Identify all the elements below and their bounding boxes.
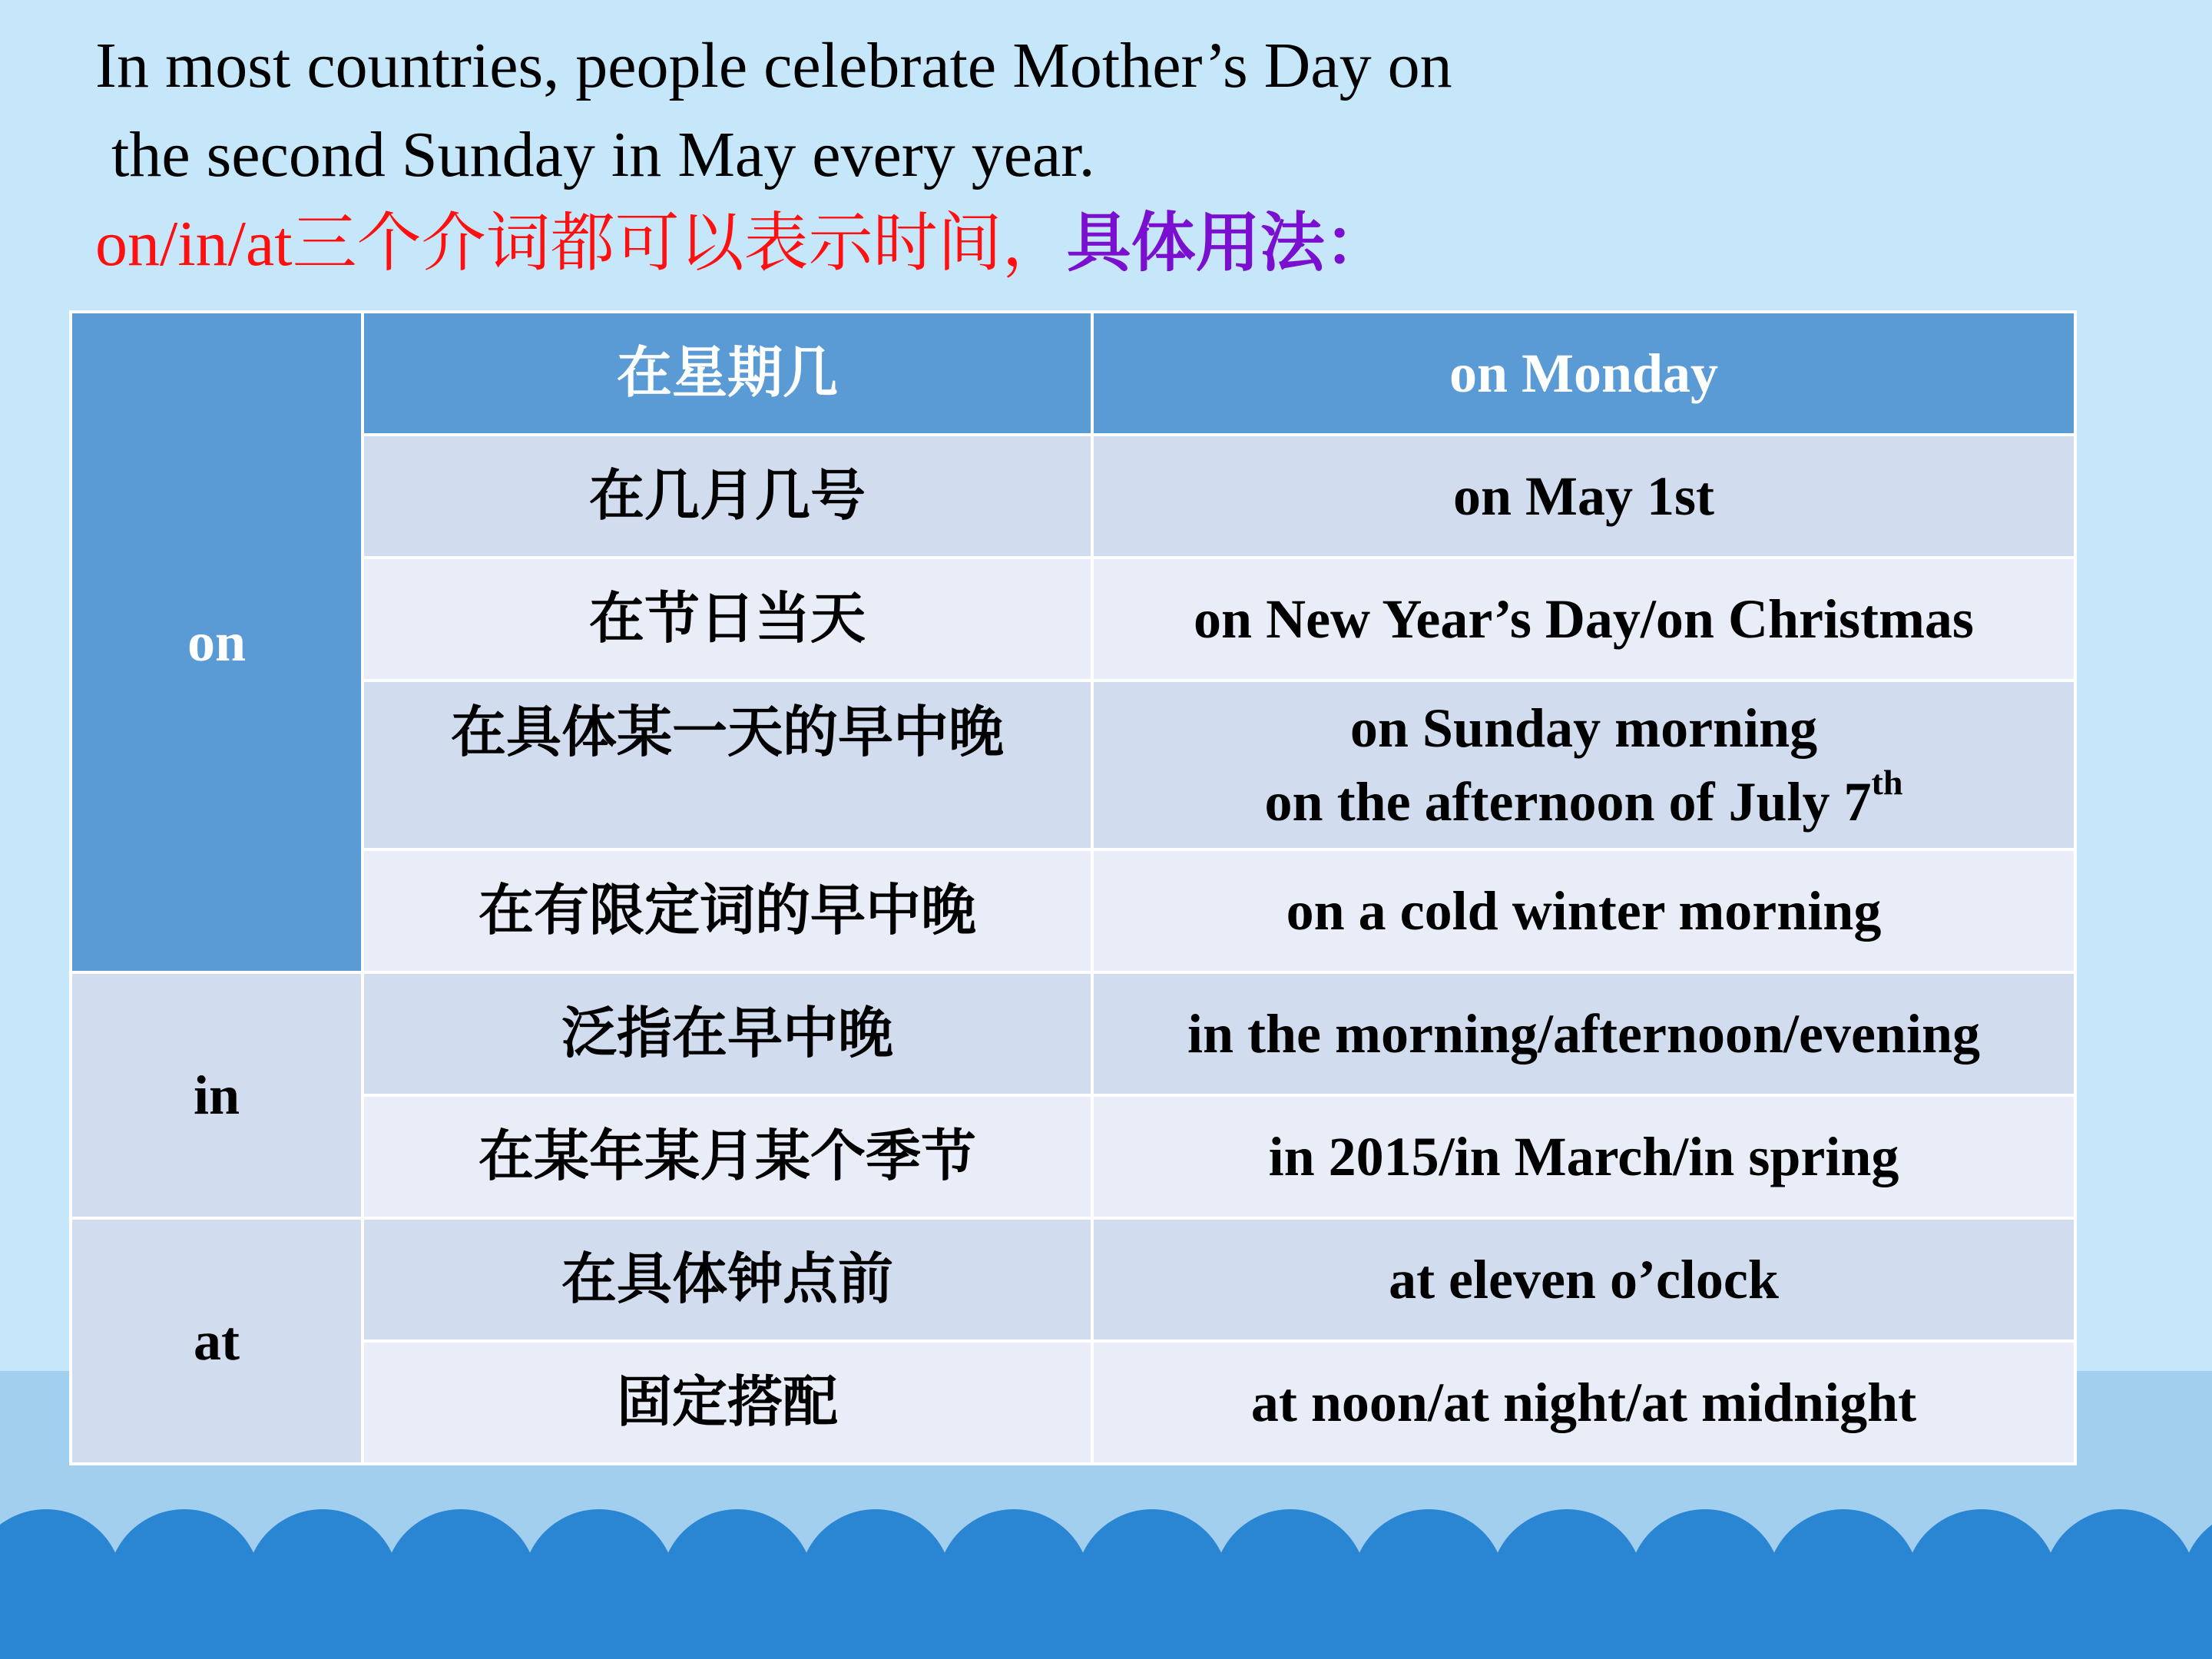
example-cell: in the morning/afternoon/evening <box>1092 972 2075 1095</box>
example-cell: on Monday <box>1092 312 2075 435</box>
heading-line-3 <box>95 200 2092 289</box>
wave-scallop-decoration <box>0 1498 2212 1659</box>
example-cell: at noon/at night/at midnight <box>1092 1341 2075 1464</box>
prep-cell-on: on <box>71 312 363 972</box>
heading-purple-text: 具体用法： <box>1066 208 1389 280</box>
table-row <box>71 558 2075 680</box>
usage-cell: 在具体某一天的早中晚 <box>363 680 1092 849</box>
usage-cell: 在节日当天 <box>363 558 1092 680</box>
usage-cell: 泛指在早中晚 <box>363 972 1092 1095</box>
preposition-usage-table <box>69 310 2077 1465</box>
table-row <box>71 680 2075 849</box>
table-row <box>71 1341 2075 1464</box>
prep-cell-at: at <box>71 1218 363 1464</box>
heading-line-1: In most countries, people celebrate Mother’s Day on <box>95 30 1452 101</box>
ordinal-suffix: th <box>1871 763 1903 802</box>
example-cell: at eleven o’clock <box>1092 1218 2075 1341</box>
table-row <box>71 435 2075 558</box>
usage-cell: 在某年某月某个季节 <box>363 1095 1092 1218</box>
table-row <box>71 972 2075 1095</box>
slide-heading <box>95 22 2092 289</box>
table-row <box>71 1218 2075 1341</box>
example-cell <box>1092 680 2075 849</box>
usage-cell: 在有限定词的早中晚 <box>363 849 1092 972</box>
usage-cell: 固定搭配 <box>363 1341 1092 1464</box>
usage-cell: 在具体钟点前 <box>363 1218 1092 1341</box>
table-row <box>71 312 2075 435</box>
prep-cell-in: in <box>71 972 363 1218</box>
usage-cell: 在星期几 <box>363 312 1092 435</box>
example-cell: in 2015/in March/in spring <box>1092 1095 2075 1218</box>
heading-red-text: on/in/at三个介词都可以表示时间， <box>95 208 1067 280</box>
heading-line-2: the second Sunday in May every year. <box>95 119 1095 190</box>
example-line-2-text: on the afternoon of July 7 <box>1264 771 1872 833</box>
table-row <box>71 849 2075 972</box>
usage-cell: 在几月几号 <box>363 435 1092 558</box>
example-cell: on May 1st <box>1092 435 2075 558</box>
example-line-1: on Sunday morning <box>1349 697 1818 759</box>
example-cell: on a cold winter morning <box>1092 849 2075 972</box>
table-row <box>71 1095 2075 1218</box>
example-line-2 <box>1094 765 2074 839</box>
example-cell: on New Year’s Day/on Christmas <box>1092 558 2075 680</box>
